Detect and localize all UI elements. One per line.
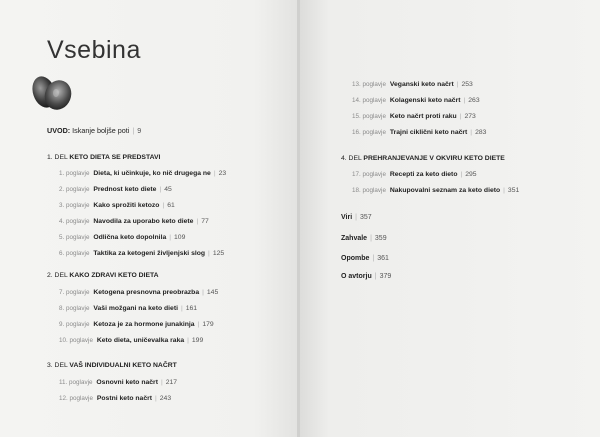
toc-chapter[interactable]: 7. poglavje Ketogena presnovna preobrazba | 145 xyxy=(59,289,219,296)
part-title: KAKO ZDRAVI KETO DIETA xyxy=(69,272,159,279)
toc-backmatter-item[interactable]: Viri | 357 xyxy=(341,214,372,221)
chapter-title: Keto dieta, uničevalka raka xyxy=(96,337,185,344)
chapter-title: Recepti za keto dieto xyxy=(389,171,458,178)
chapter-number: 13. poglavje xyxy=(352,81,386,88)
toc-chapter[interactable]: 17. poglavje Recepti za keto dieto | 295 xyxy=(352,171,477,178)
chapter-page: 253 xyxy=(461,81,473,88)
chapter-number: 16. poglavje xyxy=(352,129,386,136)
chapter-title: Vaši možgani na keto dieti xyxy=(93,305,178,312)
chapter-number: 2. poglavje xyxy=(59,186,90,193)
page-title: Vsebina xyxy=(47,36,141,64)
toc-chapter[interactable]: 2. poglavje Prednost keto diete | 45 xyxy=(59,186,172,193)
intro-label: UVOD: xyxy=(47,126,71,135)
toc-part-2[interactable] xyxy=(47,272,159,279)
backmatter-page: 357 xyxy=(359,214,372,221)
part-number: 3. DEL xyxy=(47,362,68,369)
chapter-number: 7. poglavje xyxy=(59,289,90,296)
backmatter-title: Zahvale xyxy=(341,235,368,242)
chapter-title: Osnovni keto načrt xyxy=(96,379,158,386)
chapter-number: 17. poglavje xyxy=(352,171,386,178)
book-spine xyxy=(297,0,300,437)
toc-chapter[interactable]: 18. poglavje Nakupovalni seznam za keto dieto | 351 xyxy=(352,187,520,194)
chapter-page: 263 xyxy=(468,97,480,104)
part-title: VAŠ INDIVIDUALNI KETO NAČRT xyxy=(69,362,177,369)
backmatter-title: O avtorju xyxy=(341,273,372,280)
chapter-title: Taktika za ketogeni življenjski slog xyxy=(93,250,206,257)
chapter-page: 61 xyxy=(167,202,175,209)
toc-chapter[interactable]: 5. poglavje Odlična keto dopolnila | 109 xyxy=(59,234,186,241)
toc-chapter[interactable]: 16. poglavje Trajni ciklični keto načrt | 283 xyxy=(352,129,487,136)
chapter-title: Ketoza je za hormone junakinja xyxy=(93,321,195,328)
toc-chapter[interactable]: 11. poglavje Osnovni keto načrt | 217 xyxy=(59,379,178,386)
toc-backmatter-item[interactable]: O avtorju | 379 xyxy=(341,273,392,280)
part-title: PREHRANJEVANJE V OKVIRU KETO DIETE xyxy=(363,155,505,162)
toc-part-4[interactable] xyxy=(341,155,505,162)
part-number: 1. DEL xyxy=(47,154,68,161)
chapter-page: 243 xyxy=(159,395,172,402)
part-title: KETO DIETA SE PREDSTAVI xyxy=(69,154,161,161)
chapter-number: 14. poglavje xyxy=(352,97,386,104)
toc-backmatter-item[interactable]: Opombe | 361 xyxy=(341,255,389,262)
chapter-page: 273 xyxy=(464,113,476,120)
chapter-number: 15. poglavje xyxy=(352,113,386,120)
chapter-page: 217 xyxy=(165,379,178,386)
toc-chapter[interactable]: 10. poglavje Keto dieta, uničevalka raka | 199 xyxy=(59,337,204,344)
chapter-page: 351 xyxy=(507,187,520,194)
chapter-number: 4. poglavje xyxy=(59,218,90,225)
chapter-number: 5. poglavje xyxy=(59,234,90,241)
chapter-number: 12. poglavje xyxy=(59,395,93,402)
backmatter-page: 359 xyxy=(374,235,387,242)
chapter-title: Nakupovalni seznam za keto dieto xyxy=(389,187,501,194)
chapter-title: Postni keto načrt xyxy=(96,395,153,402)
chapter-number: 9. poglavje xyxy=(59,321,90,328)
chapter-title: Dieta, ki učinkuje, ko nič drugega ne xyxy=(93,170,211,177)
chapter-page: 179 xyxy=(202,321,214,328)
toc-chapter[interactable]: 4. poglavje Navodila za uporabo keto diete | 77 xyxy=(59,218,209,225)
chapter-number: 11. poglavje xyxy=(59,379,93,386)
chapter-page: 295 xyxy=(465,171,477,178)
chapter-page: 283 xyxy=(475,129,487,136)
chapter-number: 6. poglavje xyxy=(59,250,90,257)
chapter-title: Trajni ciklični keto načrt xyxy=(389,129,468,136)
toc-chapter[interactable]: 3. poglavje Kako sprožiti ketozo | 61 xyxy=(59,202,175,209)
avocado-icon xyxy=(29,74,74,112)
chapter-number: 8. poglavje xyxy=(59,305,90,312)
chapter-title: Kolagenski keto načrt xyxy=(389,97,461,104)
chapter-page: 199 xyxy=(191,337,204,344)
toc-backmatter-item[interactable]: Zahvale | 359 xyxy=(341,235,387,242)
chapter-title: Keto načrt proti raku xyxy=(389,113,457,120)
backmatter-title: Viri xyxy=(341,214,353,221)
chapter-page: 145 xyxy=(206,289,219,296)
backmatter-page: 379 xyxy=(379,273,392,280)
toc-chapter[interactable]: 1. poglavje Dieta, ki učinkuje, ko nič drugega ne | 23 xyxy=(59,170,227,177)
chapter-number: 18. poglavje xyxy=(352,187,386,194)
chapter-page: 23 xyxy=(218,170,227,177)
chapter-number: 10. poglavje xyxy=(59,337,93,344)
backmatter-page: 361 xyxy=(377,255,389,262)
toc-chapter[interactable]: 9. poglavje Ketoza je za hormone junakinja | 179 xyxy=(59,321,214,328)
chapter-title: Navodila za uporabo keto diete xyxy=(93,218,194,225)
toc-chapter[interactable]: 8. poglavje Vaši možgani na keto dieti | 161 xyxy=(59,305,198,312)
chapter-page: 161 xyxy=(185,305,198,312)
intro-text: Iskanje boljše poti xyxy=(72,126,130,135)
toc-part-3[interactable] xyxy=(47,362,177,369)
toc-chapter[interactable]: 13. poglavje Veganski keto načrt | 253 xyxy=(352,81,473,88)
chapter-number: 3. poglavje xyxy=(59,202,90,209)
toc-chapter[interactable]: 14. poglavje Kolagenski keto načrt | 263 xyxy=(352,97,480,104)
toc-chapter[interactable]: 12. poglavje Postni keto načrt | 243 xyxy=(59,395,172,402)
chapter-title: Ketogena presnovna preobrazba xyxy=(93,289,200,296)
toc-chapter[interactable]: 6. poglavje Taktika za ketogeni življenjski slog | 125 xyxy=(59,250,225,257)
backmatter-title: Opombe xyxy=(341,255,370,262)
chapter-number: 1. poglavje xyxy=(59,170,90,177)
chapter-page: 125 xyxy=(212,250,225,257)
toc-chapter[interactable]: 15. poglavje Keto načrt proti raku | 273 xyxy=(352,113,476,120)
chapter-title: Prednost keto diete xyxy=(93,186,157,193)
part-number: 2. DEL xyxy=(47,272,68,279)
chapter-title: Kako sprožiti ketozo xyxy=(93,202,160,209)
chapter-page: 109 xyxy=(174,234,186,241)
toc-intro[interactable]: UVOD: Iskanje boljše poti | 9 xyxy=(47,126,142,135)
chapter-title: Veganski keto načrt xyxy=(389,81,454,88)
chapter-page: 77 xyxy=(201,218,209,225)
chapter-title: Odlična keto dopolnila xyxy=(93,234,167,241)
intro-page: 9 xyxy=(137,126,142,135)
chapter-page: 45 xyxy=(164,186,172,193)
toc-part-1[interactable] xyxy=(47,154,160,161)
part-number: 4. DEL xyxy=(341,155,362,162)
